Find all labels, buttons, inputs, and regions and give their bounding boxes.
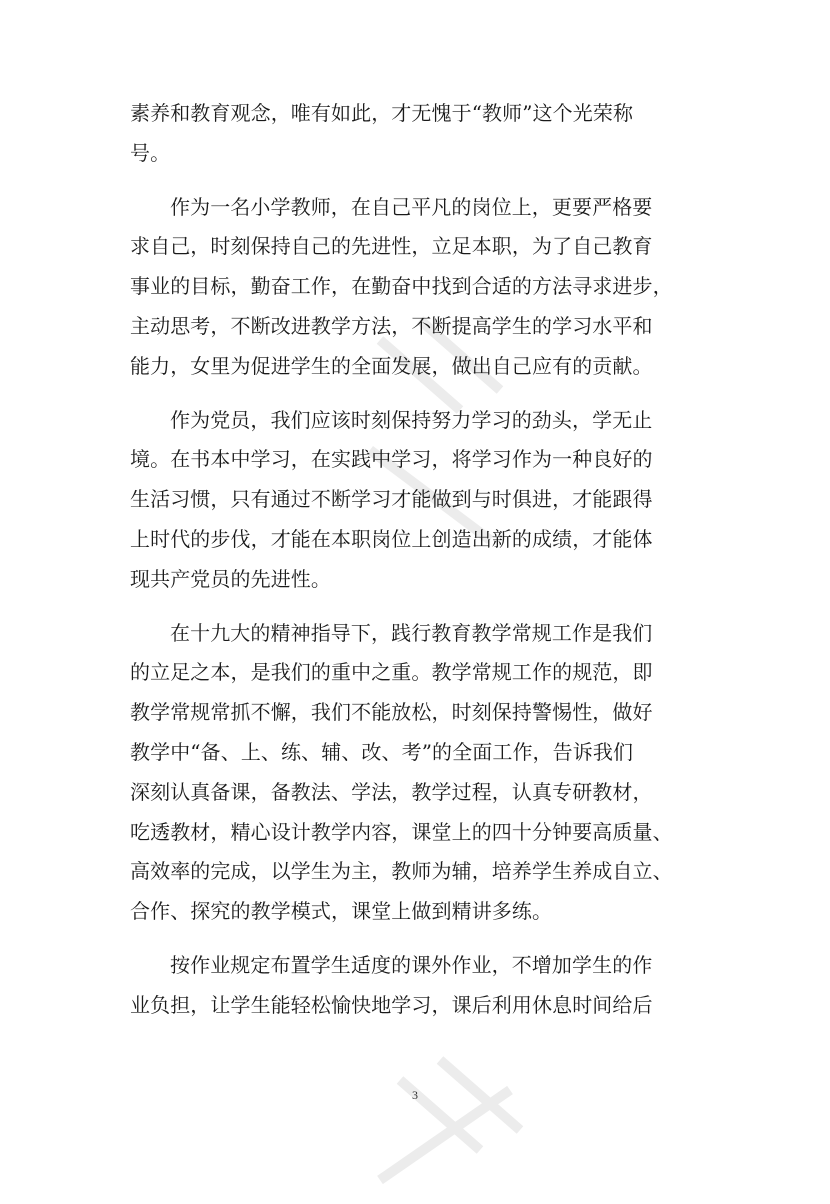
text-line: 事业的目标，勤奋工作，在勤奋中找到合适的方法寻求进步， xyxy=(130,274,673,299)
document-body xyxy=(130,94,690,1026)
text-line: 素养和教育观念，唯有如此，才无愧于“教师”这个光荣称 xyxy=(130,101,634,125)
text-line: 能力，女里为促进学生的全面发展，做出自己应有的贡献。 xyxy=(130,353,653,378)
text-line: 吃透教材，精心设计教学内容，课堂上的四十分钟要高质量、 xyxy=(130,819,673,844)
text-line: 境。在书本中学习，在实践中学习，将学习作为一种良好的 xyxy=(130,447,653,472)
text-line: 合作、探究的教学模式，课堂上做到精讲多练。 xyxy=(130,899,553,924)
text-line: 求自己，时刻保持自己的先进性，立足本职，为了自己教育 xyxy=(130,234,653,259)
text-line: 教学常规常抓不懈，我们不能放松，时刻保持警惕性，做好 xyxy=(130,700,653,725)
text-line: 号。 xyxy=(130,140,171,165)
page-number: 3 xyxy=(412,1088,418,1102)
paragraph-2 xyxy=(130,188,690,387)
text-line: 生活习惯，只有通过不断学习才能做到与时俱进，才能跟得 xyxy=(130,487,653,512)
paragraph-1 xyxy=(130,94,690,174)
text-line: 业负担，让学生能轻松愉快地学习，课后利用休息时间给后 xyxy=(130,992,653,1017)
paragraph-4 xyxy=(130,614,690,932)
text-line: 高效率的完成，以学生为主，教师为辅，培养学生养成自立、 xyxy=(130,859,673,884)
text-line: 的立足之本，是我们的重中之重。教学常规工作的规范，即 xyxy=(130,660,653,685)
text-line: 深刻认真备课，备教法、学法，教学过程，认真专研教材， xyxy=(130,779,653,804)
paragraph-3 xyxy=(130,401,690,600)
text-line: 现共产党员的先进性。 xyxy=(130,566,331,591)
text-line: 上时代的步伐，才能在本职岗位上创造出新的成绩，才能体 xyxy=(130,526,653,551)
text-line: 教学中“备、上、练、辅、改、考”的全面工作，告诉我们 xyxy=(130,739,634,764)
text-line: 作为一名小学教师，在自己平凡的岗位上，更要严格要 xyxy=(170,194,653,219)
paragraph-5 xyxy=(130,946,690,1026)
text-line: 主动思考，不断改进教学方法，不断提高学生的学习水平和 xyxy=(130,313,653,338)
text-line: 作为党员，我们应该时刻保持努力学习的劲头，学无止 xyxy=(170,407,653,432)
text-line: 按作业规定布置学生适度的课外作业，不增加学生的作 xyxy=(170,952,653,977)
text-line: 在十九大的精神指导下，践行教育教学常规工作是我们 xyxy=(170,620,653,645)
